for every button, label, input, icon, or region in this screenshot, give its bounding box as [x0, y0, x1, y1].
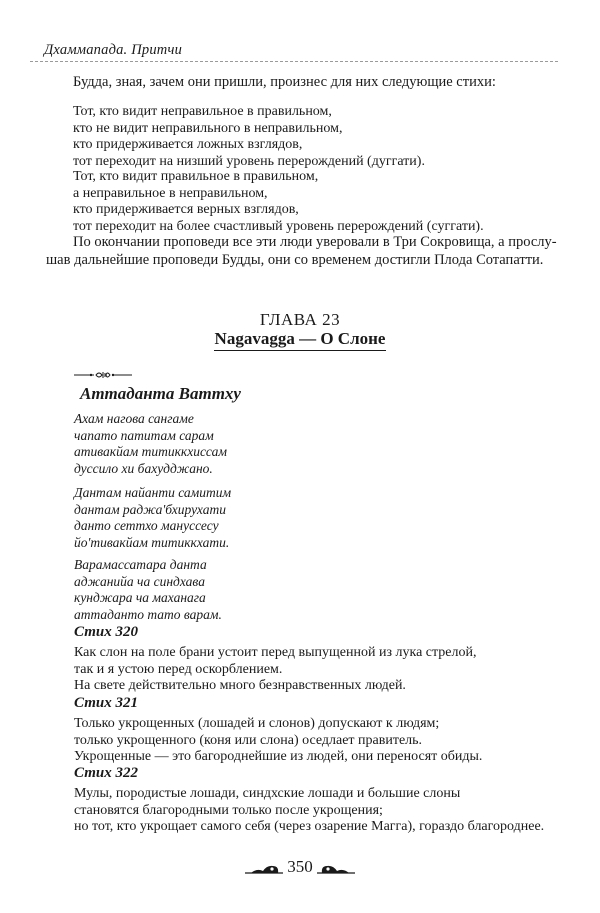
verse-line: так и я устою перед оскорблением.: [74, 661, 283, 677]
verse-heading: Стих 321: [74, 695, 138, 711]
verse-text: [74, 716, 482, 766]
pali-line: Ахам нагова сангаме: [74, 411, 194, 426]
pali-line: аттаданто тато варам.: [74, 606, 222, 622]
stanza-line: кто не видит неправильного в неправильном,: [73, 120, 343, 136]
verse-line: только укрощенного (коня или слона) оседлает правитель.: [74, 732, 423, 748]
stanza-line: тот переходит на низший уровень перерождений (дуггати).: [73, 153, 425, 169]
pali-line: Дантам найанти самитим: [74, 485, 232, 500]
paragraph-line: По окончании проповеди все эти люди уверовали в Три Сокровища, а прослу-: [73, 234, 557, 250]
chapter-title-underline: [214, 350, 386, 351]
verse-heading: Стих 320: [74, 624, 138, 640]
paragraph-line: шав дальнейшие проповеди Будды, они со временем достигли Плода Сотапатти.: [46, 252, 544, 268]
closing-paragraph: [46, 233, 557, 269]
pali-line: аджанийа ча синдхава: [74, 573, 205, 589]
pali-stanza-1: [74, 411, 227, 477]
pali-line: данто сеттхо мануссесу: [74, 518, 219, 533]
verse-text: [74, 645, 477, 695]
pali-stanza-2: [74, 485, 231, 551]
pali-line: дантам раджа'бхирухати: [74, 501, 226, 517]
stanza-2: [73, 169, 484, 235]
pali-line: чапато патитам сарам: [74, 427, 214, 443]
verse-line: На свете действительно много безнравственных людей.: [74, 678, 406, 693]
pali-line: йо'тивакйам титиккхати.: [74, 534, 230, 550]
chapter-title: Nagavagga — О Слоне: [214, 329, 386, 348]
header-rule: [30, 61, 558, 62]
stanza-line: Тот, кто видит неправильное в правильном,: [73, 104, 332, 119]
stanza-1: [73, 104, 425, 170]
pali-line: ативакйам титиккхиссам: [74, 444, 227, 459]
running-head: Дхаммапада. Притчи: [44, 42, 183, 58]
section-title: Аттаданта Ваттху: [80, 384, 241, 403]
verse-line: Мулы, породистые лошади, синдхские лошади и большие слоны: [74, 786, 461, 801]
page-footer: [0, 857, 600, 877]
stanza-line: кто придерживается ложных взглядов,: [73, 137, 303, 152]
intro-lead: Будда, зная, зачем они пришли, произнес для них следующие стихи:: [73, 74, 496, 90]
page-number: 350: [287, 857, 313, 876]
section-ornament-icon: [74, 371, 132, 379]
pali-line: Варамассатара данта: [74, 557, 207, 572]
stanza-line: тот переходит на более счастливый уровень перерождений (суггати).: [73, 218, 484, 234]
chapter-number: ГЛАВА 23: [259, 310, 341, 329]
stanza-line: а неправильное в неправильном,: [73, 185, 268, 201]
pali-line: дуссило хи бахудджано.: [74, 460, 213, 476]
verse-heading: Стих 322: [74, 765, 138, 781]
pali-stanza-3: [74, 557, 222, 623]
verse-line: Только укрощенных (лошадей и слонов) допускают к людям;: [74, 716, 440, 731]
right-footer-ornament-icon: [317, 862, 355, 874]
verse-line: становятся благородными только после укрощения;: [74, 802, 383, 818]
verse-line: Укрощенные — это багороднейшие из людей, они переносят обиды.: [74, 749, 483, 764]
verse-text: [74, 786, 544, 836]
left-footer-ornament-icon: [245, 862, 283, 874]
stanza-line: Тот, кто видит правильное в правильном,: [73, 169, 319, 184]
verse-line: но тот, кто укрощает самого себя (через озарение Магга), гораздо благороднее.: [74, 819, 545, 834]
verse-line: Как слон на поле брани устоит перед выпущенной из лука стрелой,: [74, 645, 477, 660]
pali-line: кунджара ча маханага: [74, 590, 206, 605]
stanza-line: кто придерживается верных взглядов,: [73, 202, 299, 217]
